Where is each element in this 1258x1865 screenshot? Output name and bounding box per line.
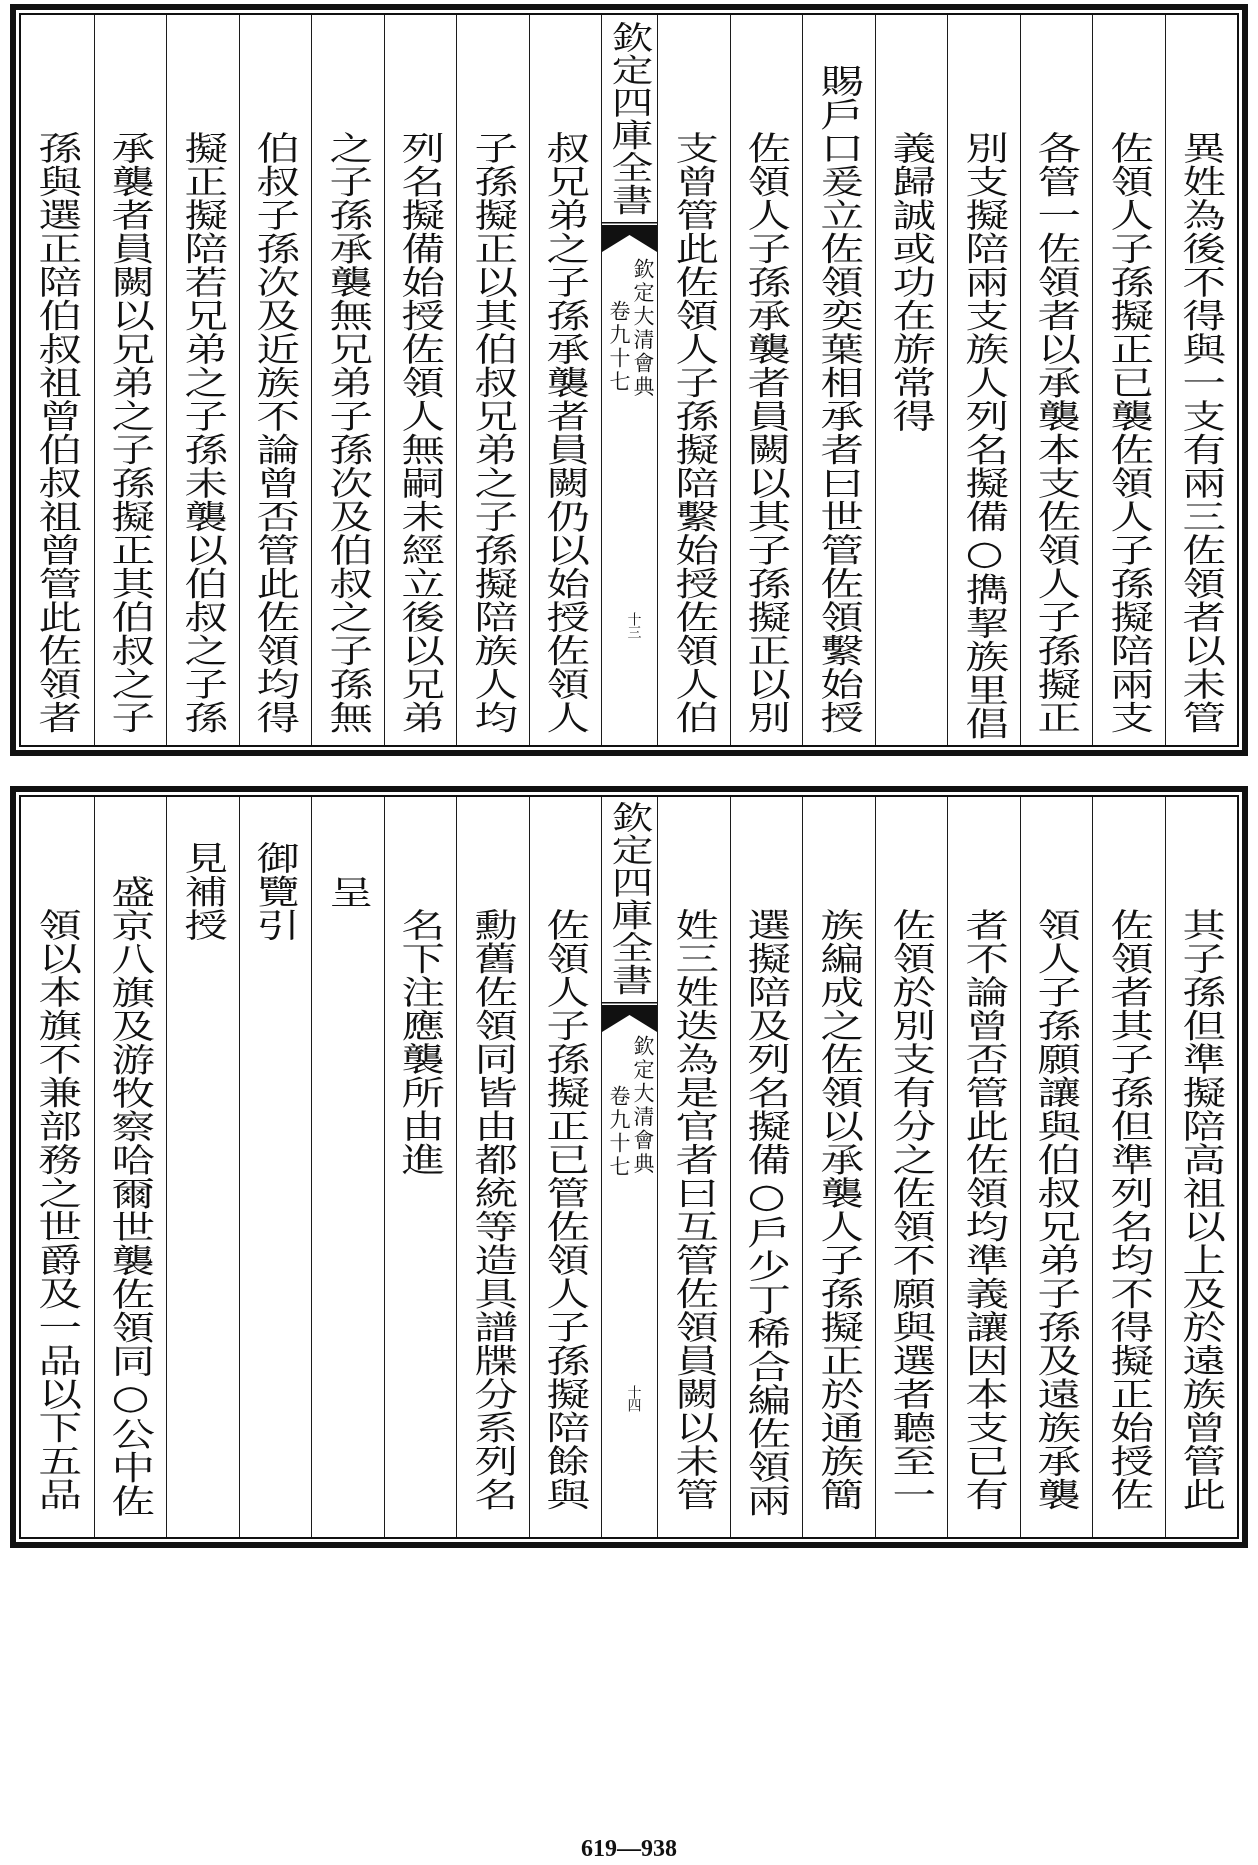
text-column <box>529 797 602 1537</box>
column-text: 姓三姓迭為是官者曰互管佐領員闕以未管 <box>668 908 721 1511</box>
column-text: 佐領人子孫擬正已管佐領人子孫擬陪餘與 <box>540 908 592 1511</box>
banxin-series-title: 欽定四庫全書 <box>604 801 655 996</box>
column-text: 子孫擬正以其伯叔兄弟之子孫擬陪族人均 <box>467 131 520 734</box>
column-text: 勳舊佐領同皆由都統等造具譜牒分系列名 <box>467 908 520 1511</box>
text-column <box>1020 15 1093 745</box>
column-text-elevated: 賜戶口爰立佐領奕葉相承者曰世管佐領繫始授 <box>813 64 866 734</box>
text-column <box>529 15 602 745</box>
banxin-juan-number: 卷九十七 <box>607 1085 631 1179</box>
column-text: 佐領人子孫承襲者員闕以其子孫擬正以別 <box>741 131 793 734</box>
text-column <box>657 797 730 1537</box>
column-text: 孫與選正陪伯叔祖曾伯叔祖曾管此佐領者 <box>32 131 84 734</box>
column-text-elevated: 盛京八旗及游牧察哈爾世襲佐領同○公中佐 <box>105 875 157 1518</box>
text-column <box>802 15 875 745</box>
upper-leaf-columns <box>21 15 1237 745</box>
text-column <box>166 15 239 745</box>
banxin-book-title: 欽定大清會典 <box>631 1035 655 1176</box>
lower-leaf-frame <box>10 786 1248 1548</box>
text-column <box>657 15 730 745</box>
text-column <box>21 15 94 745</box>
column-text: 族編成之佐領以承襲人子孫擬正於通族簡 <box>813 908 866 1511</box>
text-column <box>730 15 803 745</box>
column-text: 領以本旗不兼部務之世爵及一品以下五品 <box>32 908 84 1511</box>
lower-leaf-columns <box>21 797 1237 1537</box>
text-column <box>94 15 167 745</box>
text-column <box>311 797 384 1537</box>
text-column <box>1165 797 1238 1537</box>
text-column <box>875 15 948 745</box>
text-column <box>239 15 312 745</box>
text-column <box>875 797 948 1537</box>
banxin-book-title: 欽定大清會典 <box>631 258 655 399</box>
page-reference: 619—938 <box>581 1836 677 1862</box>
text-column <box>1092 797 1165 1537</box>
column-text-elevated: 見補授 <box>177 841 230 942</box>
column-text: 別支擬陪兩支族人列名擬備○擕挈族里倡 <box>958 131 1011 740</box>
fishtail-ornament-icon <box>602 222 657 252</box>
column-text-elevated: 呈 <box>322 875 375 909</box>
text-column <box>1092 15 1165 745</box>
text-column <box>456 15 529 745</box>
text-column <box>947 797 1020 1537</box>
text-column <box>802 797 875 1537</box>
text-column <box>21 797 94 1537</box>
text-column <box>239 797 312 1537</box>
fishtail-ornament-icon <box>602 1002 657 1032</box>
column-text-elevated: 御覽引 <box>250 841 302 942</box>
banxin-page-number: 十四 <box>625 1385 642 1411</box>
column-text: 各管一佐領者以承襲本支佐領人子孫擬正 <box>1031 131 1083 734</box>
banxin-juan-number: 卷九十七 <box>607 300 631 394</box>
text-column <box>730 797 803 1537</box>
column-text: 領人子孫願讓與伯叔兄弟子孫及遠族承襲 <box>1031 908 1083 1511</box>
column-text: 選擬陪及列名擬備○戶少丁稀合編佐領兩 <box>741 908 793 1517</box>
text-column <box>94 797 167 1537</box>
column-text: 列名擬備始授佐領人無嗣未經立後以兄弟 <box>395 131 447 734</box>
column-text: 叔兄弟之子孫承襲者員闕仍以始授佐領人 <box>540 131 592 734</box>
column-text: 名下注應襲所由進 <box>395 908 447 1176</box>
text-column <box>947 15 1020 745</box>
upper-leaf-frame <box>10 4 1248 756</box>
upper-leaf-inner-border <box>19 13 1239 747</box>
column-text: 其子孫但準擬陪高祖以上及於遠族曾管此 <box>1176 908 1228 1511</box>
text-column <box>384 15 457 745</box>
column-text: 支曾管此佐領人子孫擬陪繫始授佐領人伯 <box>668 131 721 734</box>
column-text: 者不論曾否管此佐領均準義讓因本支已有 <box>958 908 1011 1511</box>
text-column <box>1165 15 1238 745</box>
column-text: 異姓為後不得與一支有兩三佐領者以未管 <box>1176 131 1228 734</box>
text-column <box>384 797 457 1537</box>
lower-leaf-inner-border <box>19 795 1239 1539</box>
column-text: 佐領人子孫擬正已襲佐領人子孫擬陪兩支 <box>1103 131 1156 734</box>
column-text: 承襲者員闕以兄弟之子孫擬正其伯叔之子 <box>105 131 157 734</box>
column-text: 之子孫承襲無兄弟子孫次及伯叔之子孫無 <box>322 131 375 734</box>
column-text: 佐領於別支有分之佐領不願與選者聽至一 <box>886 908 938 1511</box>
text-column <box>456 797 529 1537</box>
text-column <box>311 15 384 745</box>
banxin-page-number: 十三 <box>625 612 642 638</box>
column-text: 佐領者其子孫但準列名均不得擬正始授佐 <box>1103 908 1156 1511</box>
banxin-center-fold <box>601 797 657 1537</box>
column-text: 伯叔子孫次及近族不論曾否管此佐領均得 <box>250 131 302 734</box>
banxin-center-fold <box>601 15 657 745</box>
banxin-series-title: 欽定四庫全書 <box>604 21 655 216</box>
text-column <box>166 797 239 1537</box>
column-text: 擬正擬陪若兄弟之子孫未襲以伯叔之子孫 <box>177 131 230 734</box>
text-column <box>1020 797 1093 1537</box>
column-text: 義歸誠或功在旂常得 <box>886 131 938 433</box>
